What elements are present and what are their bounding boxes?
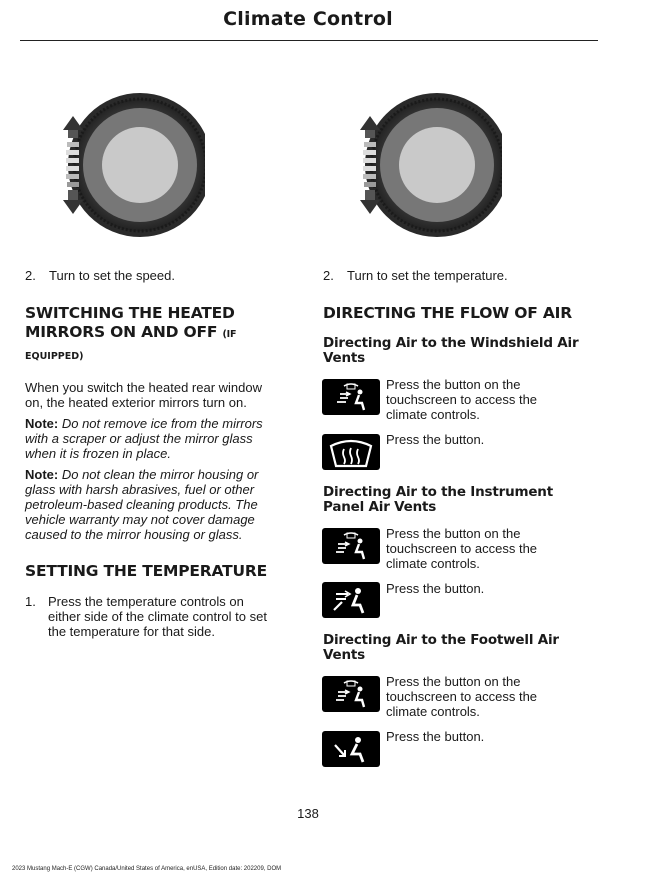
setting-temperature-heading: SETTING THE TEMPERATURE [25,562,267,580]
temperature-step-number: 1. [25,594,36,609]
note-cleaning-line2 [25,482,254,497]
panel-heading-line1: Directing Air to the Instrument [323,484,553,500]
windshield-touch-line3: climate controls. [386,407,480,422]
heated-mirrors-heading-line1: SWITCHING THE HEATED [25,304,235,322]
step-number: 2. [25,268,36,283]
windshield-touch-line2: touchscreen to access the [386,392,538,407]
windshield-defrost-touchscreen-icon [322,379,380,415]
heated-mirrors-body-line2: on, the heated exterior mirrors turn on. [25,395,247,410]
step-number: 2. [323,268,334,283]
rotary-knob-icon [55,90,205,240]
note-text: Do not remove ice from the mirrors [61,416,263,431]
heading-suffix: (IF [222,329,237,340]
note-cleaning-line3 [25,497,258,512]
footwell-press: Press the button. [386,729,485,744]
note-cleaning-line5 [25,527,243,542]
heated-mirrors-body-line1: When you switch the heated rear window [25,380,263,395]
footwell-vent-touchscreen-icon [322,676,380,712]
temperature-step-line1: Press the temperature controls on [48,594,244,609]
note-text: vehicle warranty may not cover damage [25,512,255,527]
footwell-heading-line2: Vents [323,647,365,663]
footwell-touch-line2: touchscreen to access the [386,689,538,704]
footwell-touch-line3: climate controls. [386,704,480,719]
panel-touch-line3: climate controls. [386,556,480,571]
windshield-touch-line1: Press the button on the [386,377,521,392]
note-text: Do not clean the mirror housing or [61,467,259,482]
note-ice-line2 [25,431,253,446]
windshield-heading-line1: Directing Air to the Windshield Air [323,335,579,351]
edition-footer: 2023 Mustang Mach-E (CGW) Canada/United States of America, enUSA, Edition date: 202209, DOM [12,866,282,872]
step-temperature [323,268,613,284]
page-title: Climate Control [223,8,393,30]
note-text: petroleum-based cleaning products. The [25,497,258,512]
panel-vent-icon [322,582,380,618]
note-ice-line3 [25,446,171,461]
note-ice [25,416,263,431]
note-label: Note: [25,467,59,482]
panel-touch-line2: touchscreen to access the [386,541,538,556]
temperature-step-line3: the temperature for that side. [48,624,215,639]
windshield-heading-line2: Vents [323,350,365,366]
note-text: caused to the mirror housing or glass. [25,527,243,542]
note-text: with a scraper or adjust the mirror glass [25,431,253,446]
heated-mirrors-heading-line2 [25,323,236,344]
note-label: Note: [25,416,59,431]
step-speed [25,268,295,284]
note-cleaning-line4 [25,512,255,527]
footwell-vent-icon [322,731,380,767]
note-cleaning [25,467,258,482]
windshield-press: Press the button. [386,432,485,447]
panel-touch-line1: Press the button on the [386,526,521,541]
footwell-touch-line1: Press the button on the [386,674,521,689]
note-text: when it is frozen in place. [25,446,171,461]
temperature-step-line2: either side of the climate control to set [48,609,267,624]
page-number: 138 [297,806,319,821]
panel-vent-touchscreen-icon [322,528,380,564]
step-text: Turn to set the speed. [49,268,175,283]
step-text: Turn to set the temperature. [347,268,508,283]
heated-mirrors-heading-sub: EQUIPPED) [25,351,84,362]
panel-heading-line2: Panel Air Vents [323,499,437,515]
directing-flow-heading: DIRECTING THE FLOW OF AIR [323,304,572,322]
title-divider [20,40,598,41]
heading-text: MIRRORS ON AND OFF [25,323,218,341]
note-text: glass with harsh abrasives, fuel or other [25,482,255,497]
panel-press: Press the button. [386,581,485,596]
rotary-knob-icon [352,90,502,240]
footwell-heading-line1: Directing Air to the Footwell Air [323,632,559,648]
windshield-defrost-icon [322,434,380,470]
